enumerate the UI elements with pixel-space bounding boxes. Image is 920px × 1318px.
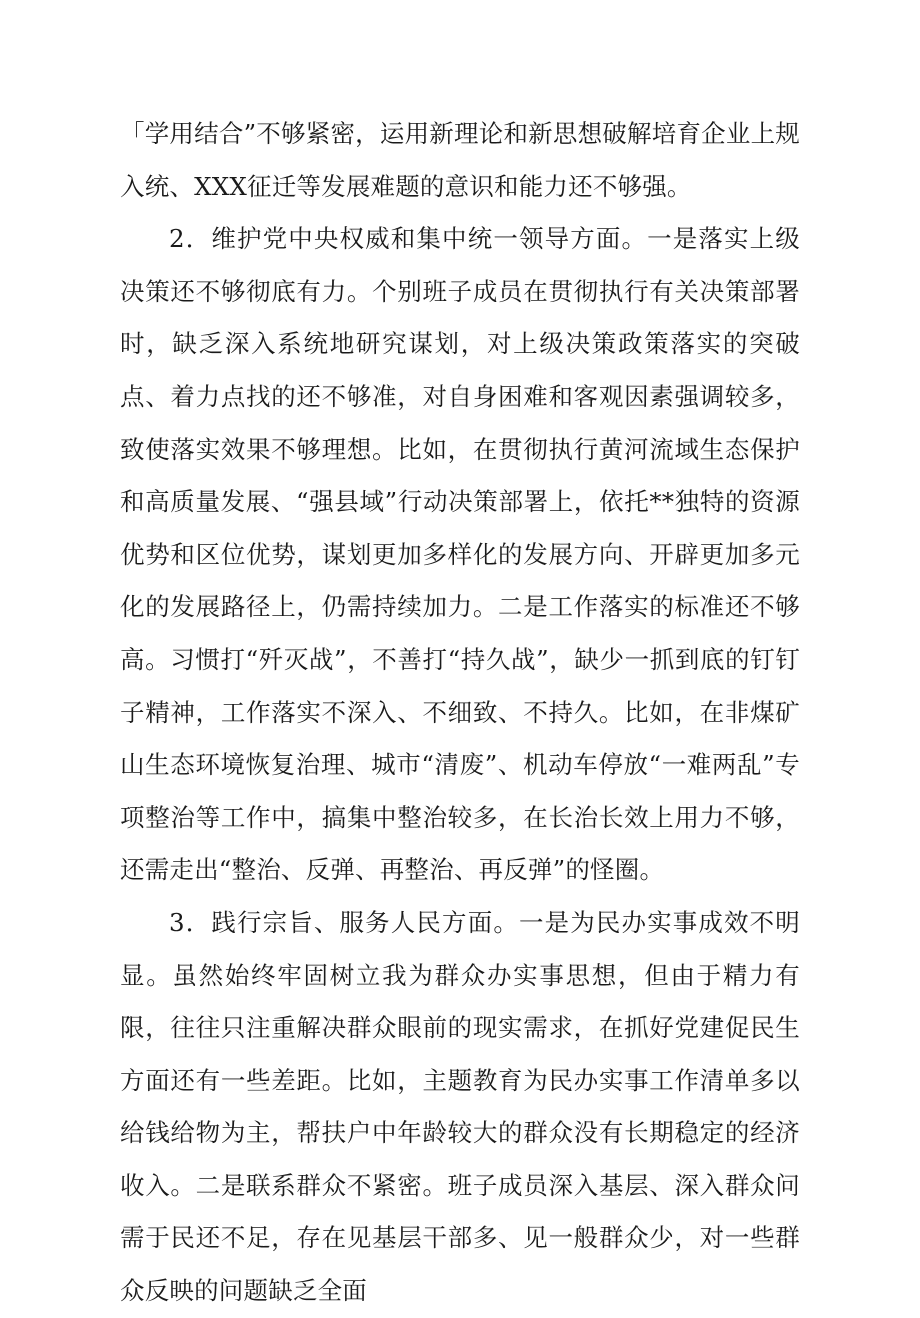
document-body [120,108,800,1318]
paragraph-section-2: 2．维护党中央权威和集中统一领导方面。一是落实上级决策还不够彻底有力。个别班子成员在贯彻执行有关决策部署时，缺乏深入系统地研究谋划，对上级决策政策落实的突破点、着力点找的还不够准，对自身困难和客观因素强调较多，致使落实效果不够理想。比如，在贯彻执行黄河流域生态保护和高质量发展、“强县域”行动决策部署上，依托**独特的资源优势和区位优势，谋划更加多样化的发展方向、开辟更加多元化的发展路径上，仍需持续加力。二是工作落实的标准还不够高。习惯打“歼灭战”，不善打“持久战”，缺少一抓到底的钉钉子精神，工作落实不深入、不细致、不持久。比如，在非煤矿山生态环境恢复治理、城市“清废”、机动车停放“一难两乱”专项整治等工作中，搞集中整治较多，在长治长效上用力不够，还需走出“整治、反弹、再整治、再反弹”的怪圈。 [120,224,800,885]
paragraph-section-3: 3．践行宗旨、服务人民方面。一是为民办实事成效不明显。虽然始终牢固树立我为群众办实事思想，但由于精力有限，往往只注重解决群众眼前的现实需求，在抓好党建促民生方面还有一些差距。比如，主题教育为民办实事工作清单多以给钱给物为主，帮扶户中年龄较大的群众没有长期稳定的经济收入。二是联系群众不紧密。班子成员深入基层、深入群众问需于民还不足，存在见基层干部多、见一般群众少，对一些群众反映的问题缺乏全面 [120,907,800,1306]
paragraph-continuation: 「学用结合”不够紧密，运用新理论和新思想破解培育企业上规入统、XXX征迁等发展难题的意识和能力还不够强。 [120,119,800,201]
